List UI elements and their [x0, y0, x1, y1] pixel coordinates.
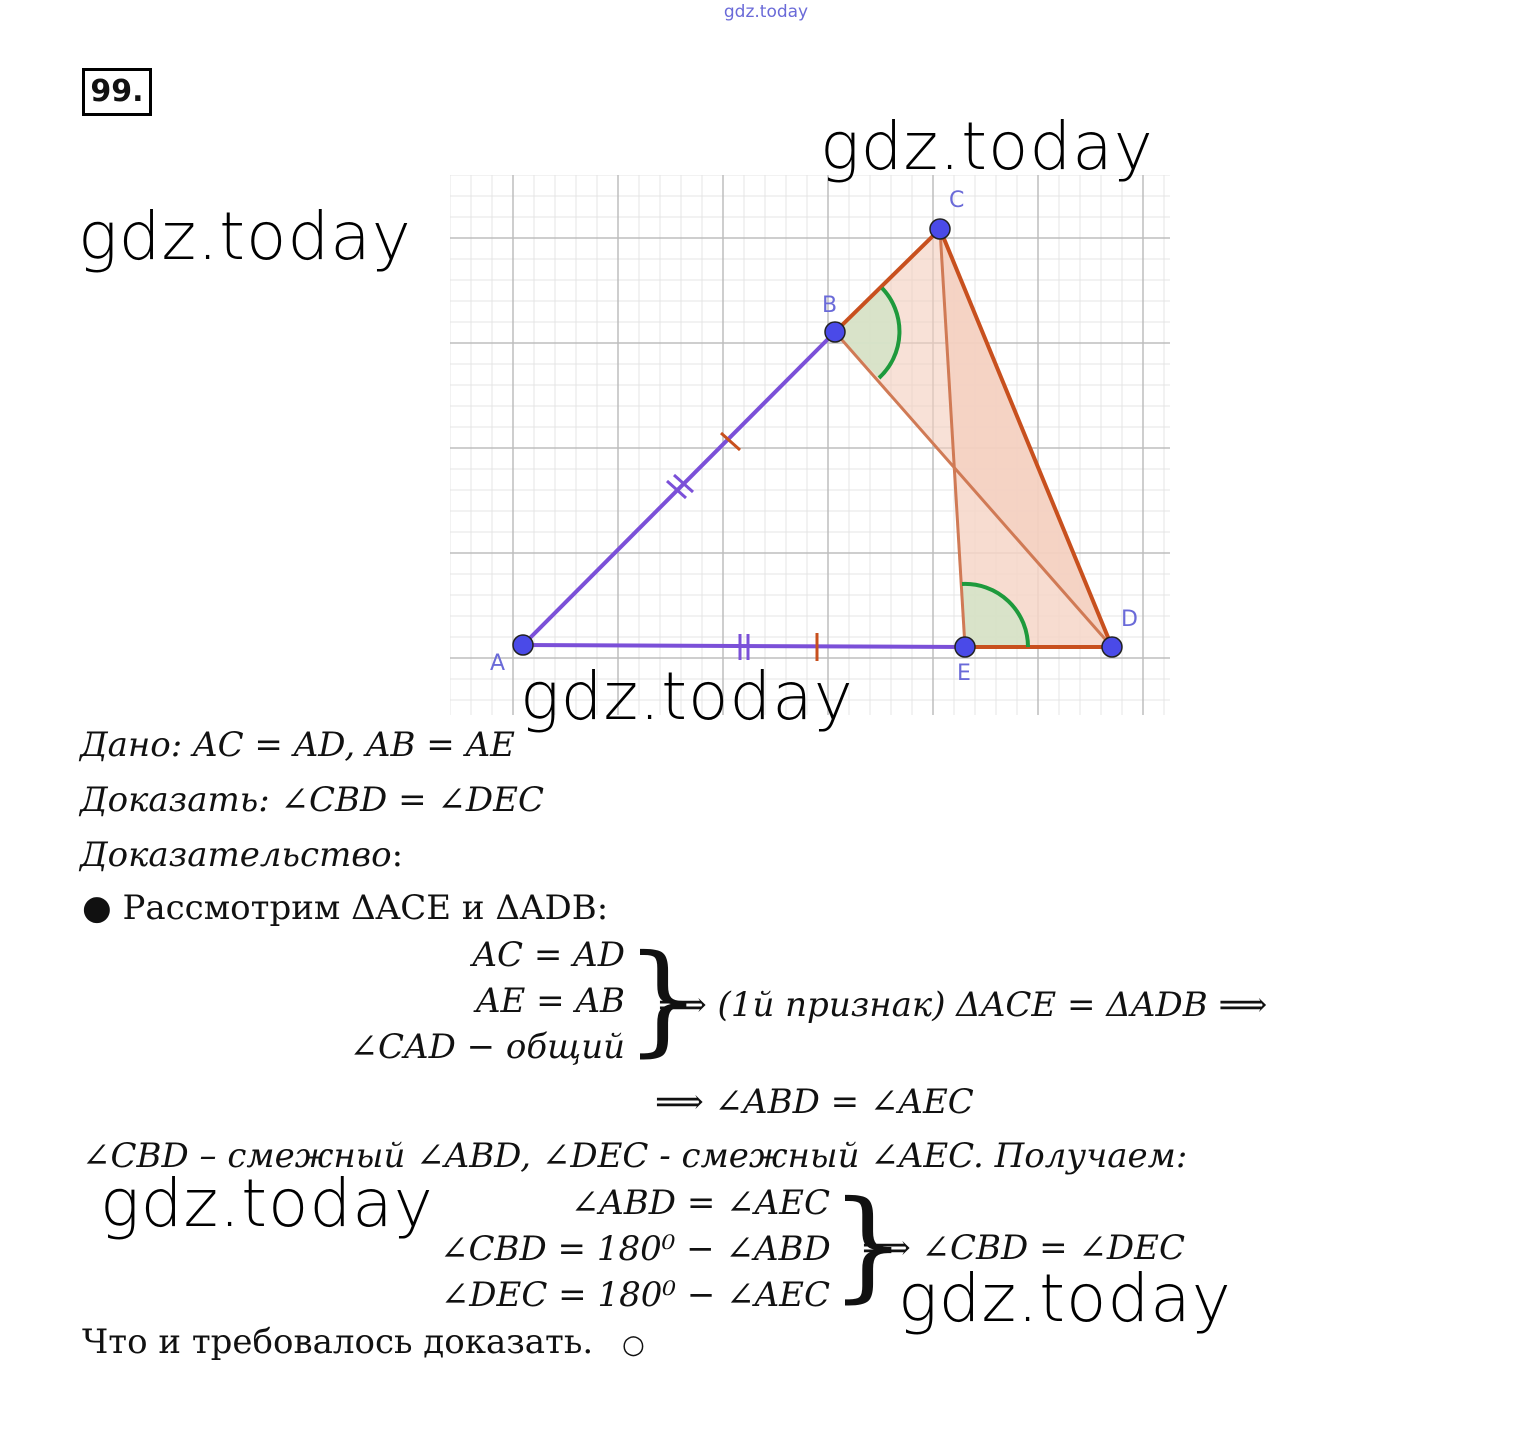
condition: AE = AB	[475, 981, 625, 1021]
problem-number: 99.	[82, 68, 152, 116]
step2-conclusion: ⟹ ∠CBD = ∠DEC	[862, 1228, 1185, 1268]
prove-line	[80, 780, 544, 820]
given-label: Дано	[80, 725, 171, 765]
segment-ae	[523, 645, 965, 647]
proof-colon: :	[391, 835, 404, 875]
step1-consequence: ⟹ ∠ABD = ∠AEC	[655, 1082, 974, 1122]
label-a: A	[490, 651, 506, 676]
condition: ∠ABD = ∠AEC	[570, 1183, 830, 1223]
watermark: gdz.today	[100, 1165, 434, 1242]
watermark: gdz.today	[78, 198, 412, 275]
step1-conditions	[340, 935, 625, 1073]
watermark: gdz.today	[520, 658, 854, 735]
bullet: ●	[82, 888, 112, 928]
watermark: gdz.today	[898, 1260, 1232, 1337]
condition: ∠CAD − общий	[349, 1027, 625, 1067]
qed-mark: ○	[622, 1330, 645, 1360]
prove-label: Доказать	[80, 780, 259, 820]
step1-intro	[82, 888, 608, 928]
point-c	[930, 219, 950, 239]
segment-ab	[523, 332, 835, 645]
point-d	[1102, 637, 1122, 657]
given-line	[80, 725, 515, 765]
step2-text: ∠CBD – смежный ∠ABD, ∠DEC - смежный ∠AEC. Получаем:	[82, 1136, 1188, 1176]
geometry-figure	[450, 175, 1175, 720]
label-e: E	[957, 661, 971, 686]
point-b	[825, 322, 845, 342]
tick-marks	[667, 433, 817, 661]
qed-line	[82, 1322, 645, 1365]
label-b: B	[822, 293, 838, 318]
watermark-small: gdz.today	[723, 2, 809, 22]
point-a	[513, 635, 533, 655]
proof-heading	[80, 835, 403, 875]
step1-brace: }	[625, 930, 702, 1069]
step1-text: Рассмотрим ΔACE и ΔADB:	[122, 888, 609, 928]
condition: ∠DEC = 180⁰ − ∠AEC	[440, 1275, 830, 1315]
step2-conditions	[440, 1183, 830, 1321]
label-d: D	[1121, 607, 1138, 632]
condition: ∠CBD = 180⁰ − ∠ABD	[440, 1229, 831, 1269]
step2-brace: }	[830, 1176, 907, 1315]
step1-conclusion: ⟹ (1й признак) ΔACE = ΔADB ⟹	[658, 985, 1268, 1025]
label-c: C	[949, 188, 965, 213]
point-e	[955, 637, 975, 657]
given-text: : AC = AD, AB = AE	[170, 725, 515, 765]
watermark: gdz.today	[820, 108, 1154, 185]
qed-text: Что и требовалось доказать.	[82, 1322, 594, 1362]
condition: AC = AD	[472, 935, 625, 975]
proof-label: Доказательство	[80, 835, 392, 875]
prove-text: : ∠CBD = ∠DEC	[258, 780, 544, 820]
